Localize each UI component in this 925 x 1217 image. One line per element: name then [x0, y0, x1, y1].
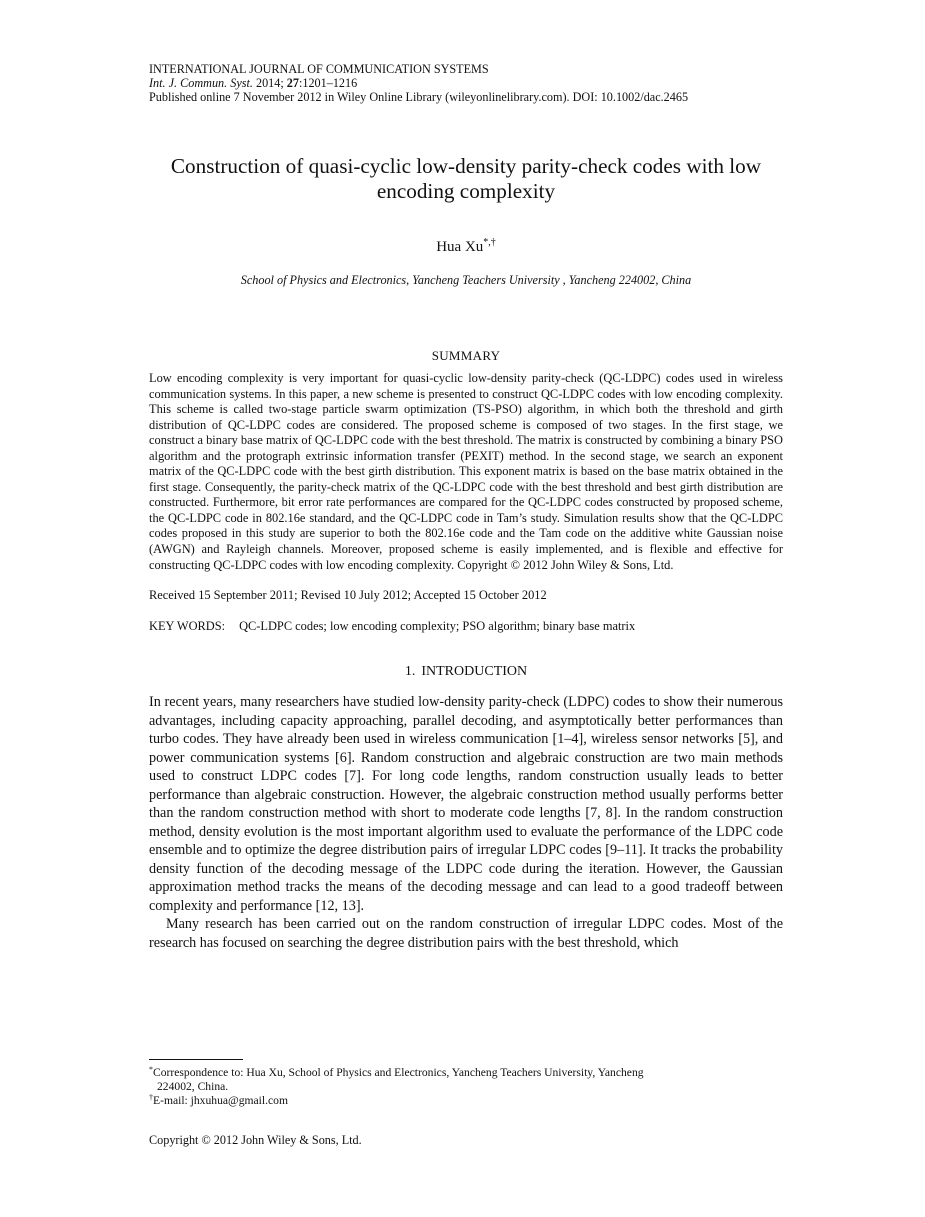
introduction-body	[149, 693, 783, 952]
section-number: 1.	[404, 664, 416, 680]
keywords-label: KEY WORDS:	[149, 619, 226, 634]
footnote-mark-asterisk: *	[149, 1065, 153, 1074]
author-footnote-marks: *,†	[483, 237, 496, 248]
article-page	[149, 62, 783, 952]
summary-heading: SUMMARY	[431, 348, 501, 363]
journal-volume: 27	[286, 76, 299, 90]
section-title: INTRODUCTION	[421, 664, 528, 680]
journal-name: INTERNATIONAL JOURNAL OF COMMUNICATION SYSTEMS	[149, 62, 489, 76]
keywords	[149, 619, 783, 634]
journal-year: 2014;	[252, 76, 287, 90]
footnote-email	[149, 1094, 783, 1108]
received-dates: Received 15 September 2011; Revised 10 July 2012; Accepted 15 October 2012	[149, 588, 547, 603]
copyright-footer: Copyright © 2012 John Wiley & Sons, Ltd.	[149, 1133, 362, 1147]
footnote-mark-dagger: †	[149, 1092, 153, 1102]
footnote-divider	[149, 1059, 243, 1060]
footnotes	[149, 1066, 783, 1107]
footnote-email-text: E-mail: jhxuhua@gmail.com	[153, 1093, 288, 1107]
keywords-value: QC-LDPC codes; low encoding complexity; PSO algorithm; binary base matrix	[239, 619, 636, 634]
footnote-correspondence	[149, 1066, 783, 1080]
footnote-correspondence-continued: 224002, China.	[157, 1079, 229, 1093]
journal-pages: :1201–1216	[298, 76, 358, 90]
journal-header	[149, 62, 783, 104]
journal-citation	[149, 76, 783, 90]
summary-abstract: Low encoding complexity is very important for quasi-cyclic low-density parity-check (QC-LDPC) codes used in wireless communication systems. In this paper, a new scheme is presented to construct QC-LDPC codes with low encoding complexity. This scheme is called two-stage particle swarm optimization (TS-PSO) algorithm, in which both the threshold and girth distribution of QC-LDPC codes are considered. The proposed scheme is composed of two stages. In the first stage, we construct a binary base matrix of QC-LDPC code with the best threshold. The matrix is constructed by combining a binary PSO algorithm and the protograph extrinsic information transfer (PEXIT) method. In the second stage, we search an exponent matrix of the QC-LDPC code with the best girth distribution. This exponent matrix is based on the base matrix obtained in the first stage. Consequently, the parity-check matrix of the QC-LDPC code with the best threshold and best girth distribution are constructed. Furthermore, bit error rate performances are compared for the QC-LDPC codes constructed by proposed scheme, the QC-LDPC code in 802.16e standard, and the QC-LDPC code in Tam’s study. Simulation results show that the QC-LDPC codes proposed in this study are superior to both the 802.16e code and the Tam code on the additive white Gaussian noise (AWGN) and Rayleigh channels. Moreover, proposed scheme is easily implemented, and is flexible and effective for constructing QC-LDPC codes with low encoding complexity. Copyright © 2012 John Wiley & Sons, Ltd.	[149, 371, 783, 572]
publication-line: Published online 7 November 2012 in Wiley Online Library (wileyonlinelibrary.com). DOI: 10.1002/dac.2465	[149, 90, 689, 104]
author-affiliation: School of Physics and Electronics, Yancheng Teachers University , Yancheng 224002, China	[240, 273, 692, 287]
journal-abbrev: Int. J. Commun. Syst.	[149, 76, 253, 90]
author-line	[149, 238, 783, 256]
introduction-paragraph-1: In recent years, many researchers have studied low-density parity-check (LDPC) codes to show their numerous advantages, including capacity approaching, parallel decoding, and asymptotically better performances than turbo codes. They have already been used in wireless communication [1–4], wireless sensor networks [5], and power communication systems [6]. Random construction and algebraic construction are two main methods used to construct LDPC codes [7]. For long code lengths, random construction usually leads to better performance than algebraic construction. However, the algebraic construction method usually performs better than the random construction method with short to moderate code lengths [7, 8]. In the random construction method, density evolution is the most important algorithm used to evaluate the performance of the LDPC code ensemble and to optimize the degree distribution pairs of irregular LDPC codes [9–11]. It tracks the probability density function of the decoding message of the LDPC code during the iteration. However, the Gaussian approximation method tracks the means of the decoding message and can lead to a good tradeoff between complexity and performance [12, 13].	[149, 694, 783, 914]
footnote-correspondence-text: Correspondence to: Hua Xu, School of Physics and Electronics, Yancheng Teachers University, Yancheng	[153, 1066, 644, 1079]
section-heading-introduction	[149, 663, 783, 680]
introduction-paragraph-2: Many research has been carried out on the random construction of irregular LDPC codes. Most of the research has focused on searching the degree distribution pairs with the best threshold, which	[149, 916, 783, 951]
author-name: Hua Xu	[436, 239, 484, 255]
article-title: Construction of quasi-cyclic low-density parity-check codes with low encoding complexity	[170, 154, 762, 203]
